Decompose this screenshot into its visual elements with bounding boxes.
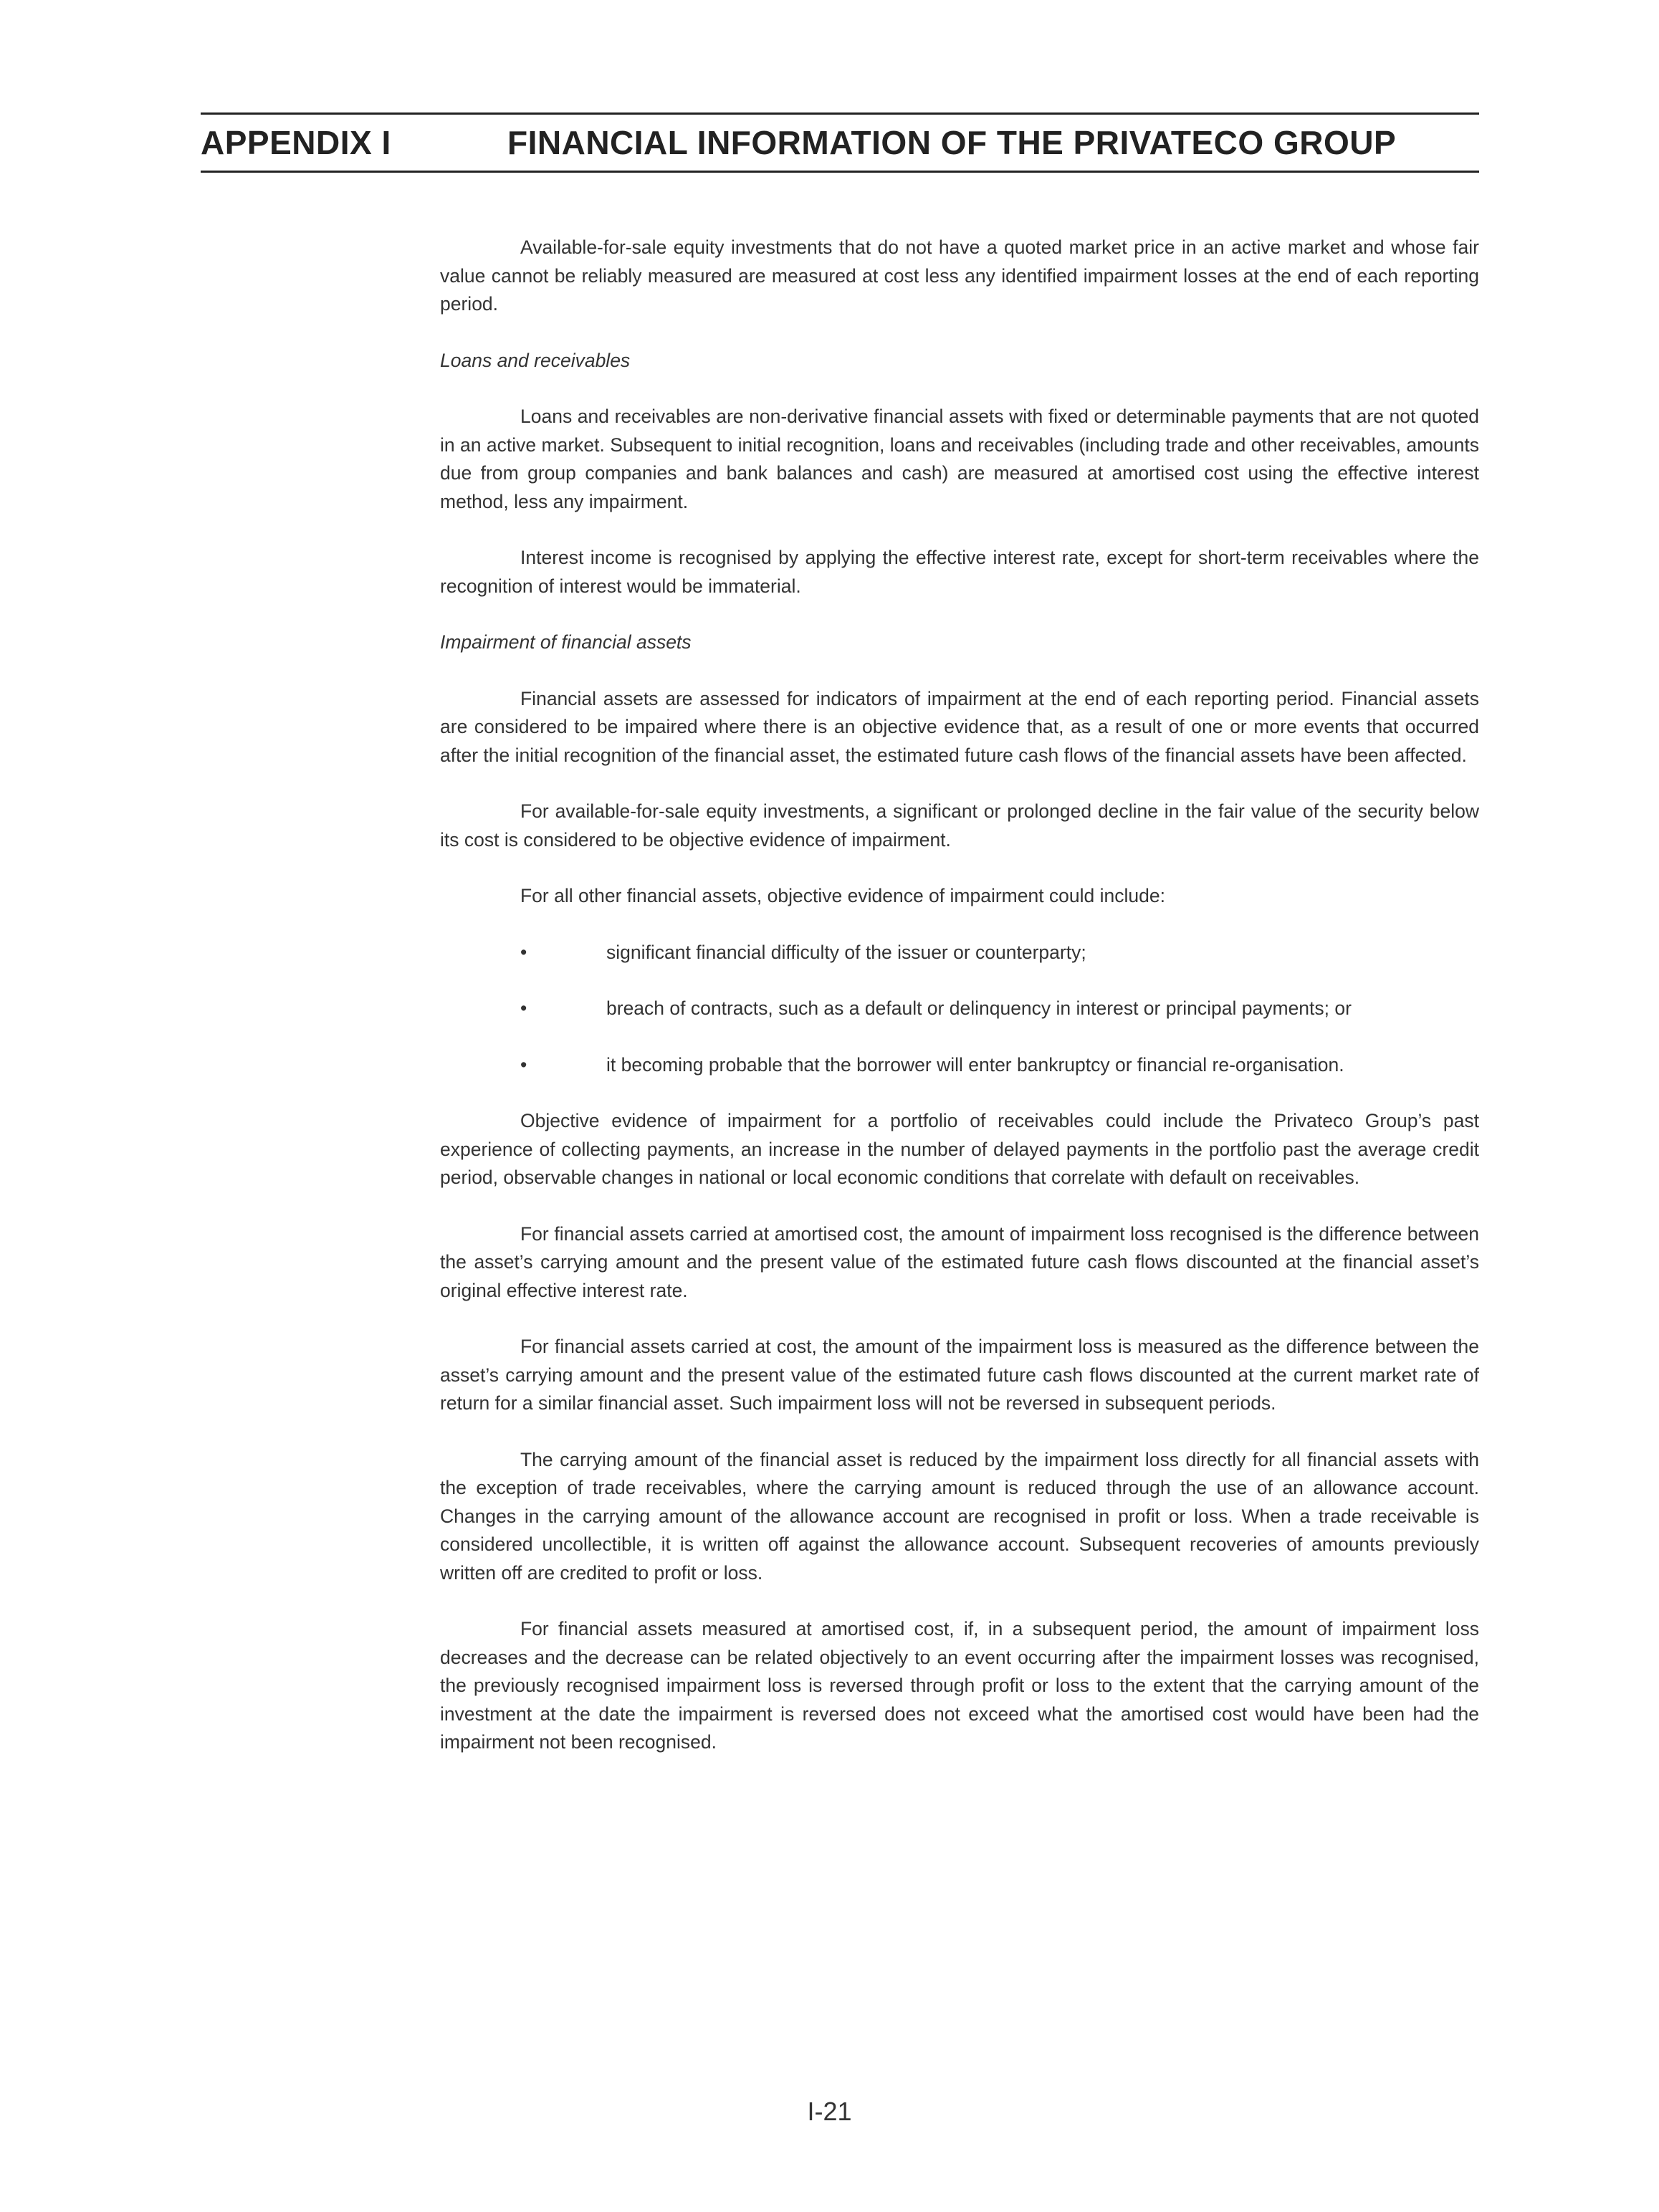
list-item — [440, 1051, 1479, 1080]
section-heading-loans: Loans and receivables — [440, 349, 631, 371]
paragraph: Interest income is recognised by applying the effective interest rate, except for short-term receivables where the recognition of interest would be immaterial. — [440, 547, 1479, 597]
list-item-text: significant financial difficulty of the issuer or counterparty; — [606, 941, 1086, 963]
paragraph: For available-for-sale equity investments, a significant or prolonged decline in the fair value of the security below its cost is considered to be objective evidence of impairment. — [440, 800, 1479, 851]
page-number: I-21 — [807, 2097, 852, 2126]
list-item-text: it becoming probable that the borrower will enter bankruptcy or financial re-organisation. — [606, 1053, 1344, 1076]
paragraph: For all other financial assets, objective evidence of impairment could include: — [520, 885, 1165, 906]
list-item — [440, 995, 1479, 1023]
appendix-label: APPENDIX I — [201, 124, 391, 161]
bullet-icon: • — [520, 1053, 527, 1076]
bullet-icon: • — [520, 997, 527, 1019]
paragraph: Loans and receivables are non-derivative financial assets with fixed or determinable payments that are not quoted in an active market. Subsequent to initial recognition, loans and receivables (including trade and other receivables, amounts due from group companies and bank balances and cash) are measured at amortised cost using the effective interest method, less any impairment. — [440, 406, 1479, 512]
list-item-text: breach of contracts, such as a default or delinquency in interest or principal payments; or — [606, 997, 1352, 1019]
header-title: FINANCIAL INFORMATION OF THE PRIVATECO GROUP — [507, 124, 1397, 161]
list-item — [440, 939, 1479, 967]
page-header — [201, 112, 1479, 173]
bullet-icon: • — [520, 941, 527, 963]
paragraph: The carrying amount of the financial asset is reduced by the impairment loss directly for all financial assets with the exception of trade receivables, where the carrying amount is reduced through the use of an allowance account. Changes in the carrying amount of the allowance account are recognised in profit or loss. When a trade receivable is considered uncollectible, it is written off against the allowance account. Subsequent recoveries of amounts previously written off are credited to profit or loss. — [440, 1448, 1479, 1584]
document-body — [440, 234, 1479, 1785]
paragraph: For financial assets measured at amortised cost, if, in a subsequent period, the amount of impairment loss decreases and the decrease can be related objectively to an event occurring after the impairment losses was recognised, the previously recognised impairment loss is reversed through profit or loss to the extent that the carrying amount of the investment at the date the impairment is reversed does not exceed what the amortised cost would have been had the impairment not been recognised. — [440, 1618, 1479, 1753]
paragraph: For financial assets carried at amortised cost, the amount of impairment loss recognised is the difference between the asset’s carrying amount and the present value of the estimated future cash flows discounted at the financial asset’s original effective interest rate. — [440, 1222, 1479, 1301]
paragraph: Financial assets are assessed for indicators of impairment at the end of each reporting period. Financial assets are considered to be impaired where there is an objective evidence that, as a result of one or more events that occurred after the initial recognition of the financial asset, the estimated future cash flows of the financial assets have been affected. — [440, 687, 1479, 766]
paragraph: Available-for-sale equity investments that do not have a quoted market price in an active market and whose fair value cannot be reliably measured are measured at cost less any identified impairment losses at the end of each reporting period. — [440, 236, 1479, 315]
paragraph: For financial assets carried at cost, the amount of the impairment loss is measured as the difference between the asset’s carrying amount and the present value of the estimated future cash flows discounted at the current market rate of return for a similar financial asset. Such impairment loss will not be reversed in subsequent periods. — [440, 1336, 1479, 1414]
paragraph: Objective evidence of impairment for a portfolio of receivables could include the Privateco Group’s past experience of collecting payments, an increase in the number of delayed payments in the portfolio past the average credit period, observable changes in national or local economic conditions that correlate with default on receivables. — [440, 1110, 1479, 1188]
section-heading-impairment: Impairment of financial assets — [440, 631, 692, 653]
